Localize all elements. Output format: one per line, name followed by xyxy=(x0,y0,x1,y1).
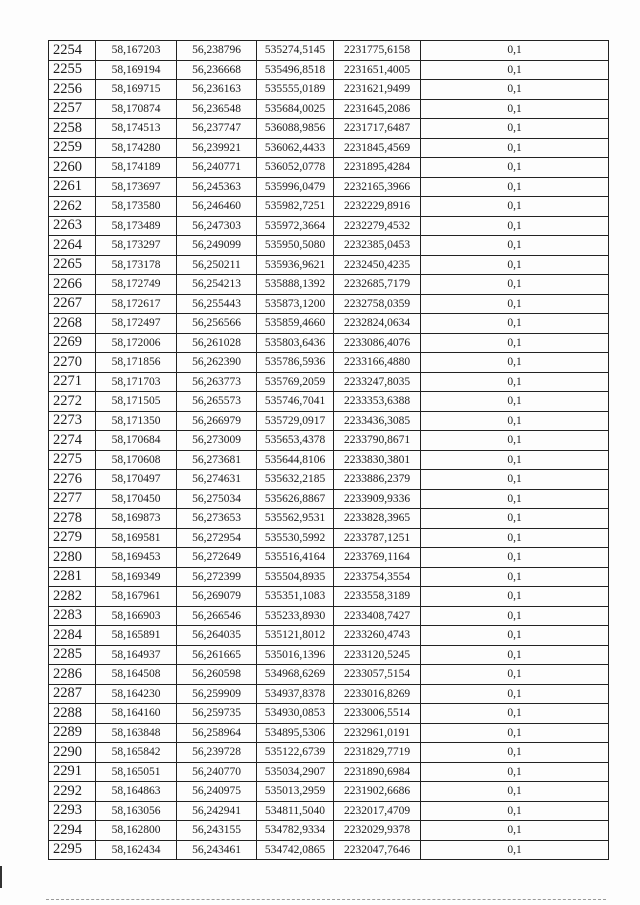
point-number-cell: 2277 xyxy=(49,489,96,509)
point-number-cell: 2255 xyxy=(49,60,96,80)
x-coordinate-cell: 535859,4660 xyxy=(257,314,334,334)
latitude-cell: 58,173697 xyxy=(96,177,177,197)
latitude-cell: 58,169715 xyxy=(96,80,177,100)
longitude-cell: 56,236548 xyxy=(177,99,257,119)
accuracy-cell: 0,1 xyxy=(421,275,609,295)
longitude-cell: 56,240770 xyxy=(177,762,257,782)
accuracy-cell: 0,1 xyxy=(421,684,609,704)
accuracy-cell: 0,1 xyxy=(421,216,609,236)
latitude-cell: 58,163848 xyxy=(96,723,177,743)
point-number-cell: 2263 xyxy=(49,216,96,236)
latitude-cell: 58,164230 xyxy=(96,684,177,704)
x-coordinate-cell: 535504,8935 xyxy=(257,567,334,587)
point-number-cell: 2278 xyxy=(49,509,96,529)
x-coordinate-cell: 534742,0865 xyxy=(257,840,334,860)
latitude-cell: 58,170608 xyxy=(96,450,177,470)
table-row xyxy=(49,275,609,295)
longitude-cell: 56,273681 xyxy=(177,450,257,470)
table-row xyxy=(49,567,609,587)
point-number-cell: 2288 xyxy=(49,704,96,724)
y-coordinate-cell: 2232824,0634 xyxy=(334,314,421,334)
x-coordinate-cell: 535632,2185 xyxy=(257,470,334,490)
table-row xyxy=(49,80,609,100)
table-row xyxy=(49,723,609,743)
y-coordinate-cell: 2231902,6686 xyxy=(334,782,421,802)
latitude-cell: 58,173178 xyxy=(96,255,177,275)
latitude-cell: 58,162800 xyxy=(96,821,177,841)
point-number-cell: 2269 xyxy=(49,333,96,353)
point-number-cell: 2287 xyxy=(49,684,96,704)
y-coordinate-cell: 2231775,6158 xyxy=(334,41,421,61)
accuracy-cell: 0,1 xyxy=(421,197,609,217)
table-row xyxy=(49,684,609,704)
y-coordinate-cell: 2231651,4005 xyxy=(334,60,421,80)
x-coordinate-cell: 535233,8930 xyxy=(257,606,334,626)
y-coordinate-cell: 2233016,8269 xyxy=(334,684,421,704)
y-coordinate-cell: 2232685,7179 xyxy=(334,275,421,295)
point-number-cell: 2273 xyxy=(49,411,96,431)
latitude-cell: 58,170450 xyxy=(96,489,177,509)
table-row xyxy=(49,60,609,80)
y-coordinate-cell: 2233787,1251 xyxy=(334,528,421,548)
y-coordinate-cell: 2231890,6984 xyxy=(334,762,421,782)
y-coordinate-cell: 2233828,3965 xyxy=(334,509,421,529)
table-row xyxy=(49,743,609,763)
x-coordinate-cell: 534895,5306 xyxy=(257,723,334,743)
x-coordinate-cell: 535626,8867 xyxy=(257,489,334,509)
y-coordinate-cell: 2232165,3966 xyxy=(334,177,421,197)
latitude-cell: 58,164863 xyxy=(96,782,177,802)
latitude-cell: 58,164160 xyxy=(96,704,177,724)
y-coordinate-cell: 2231621,9499 xyxy=(334,80,421,100)
latitude-cell: 58,164508 xyxy=(96,665,177,685)
table-row xyxy=(49,548,609,568)
y-coordinate-cell: 2232229,8916 xyxy=(334,197,421,217)
table-row xyxy=(49,119,609,139)
latitude-cell: 58,170497 xyxy=(96,470,177,490)
accuracy-cell: 0,1 xyxy=(421,80,609,100)
accuracy-cell: 0,1 xyxy=(421,470,609,490)
x-coordinate-cell: 535729,0917 xyxy=(257,411,334,431)
longitude-cell: 56,243461 xyxy=(177,840,257,860)
longitude-cell: 56,272954 xyxy=(177,528,257,548)
accuracy-cell: 0,1 xyxy=(421,606,609,626)
point-number-cell: 2262 xyxy=(49,197,96,217)
table-row xyxy=(49,138,609,158)
y-coordinate-cell: 2231895,4284 xyxy=(334,158,421,178)
x-coordinate-cell: 535653,4378 xyxy=(257,431,334,451)
latitude-cell: 58,165891 xyxy=(96,626,177,646)
point-number-cell: 2293 xyxy=(49,801,96,821)
y-coordinate-cell: 2233830,3801 xyxy=(334,450,421,470)
latitude-cell: 58,173580 xyxy=(96,197,177,217)
accuracy-cell: 0,1 xyxy=(421,548,609,568)
latitude-cell: 58,164937 xyxy=(96,645,177,665)
accuracy-cell: 0,1 xyxy=(421,353,609,373)
x-coordinate-cell: 534937,8378 xyxy=(257,684,334,704)
point-number-cell: 2282 xyxy=(49,587,96,607)
x-coordinate-cell: 535016,1396 xyxy=(257,645,334,665)
point-number-cell: 2256 xyxy=(49,80,96,100)
x-coordinate-cell: 536052,0778 xyxy=(257,158,334,178)
longitude-cell: 56,261028 xyxy=(177,333,257,353)
y-coordinate-cell: 2233558,3189 xyxy=(334,587,421,607)
y-coordinate-cell: 2233754,3554 xyxy=(334,567,421,587)
point-number-cell: 2280 xyxy=(49,548,96,568)
table-row xyxy=(49,470,609,490)
x-coordinate-cell: 535034,2907 xyxy=(257,762,334,782)
table-row xyxy=(49,450,609,470)
latitude-cell: 58,171856 xyxy=(96,353,177,373)
table-row xyxy=(49,821,609,841)
accuracy-cell: 0,1 xyxy=(421,782,609,802)
latitude-cell: 58,171350 xyxy=(96,411,177,431)
accuracy-cell: 0,1 xyxy=(421,372,609,392)
longitude-cell: 56,259735 xyxy=(177,704,257,724)
scan-edge-mark xyxy=(0,866,2,888)
table-row xyxy=(49,528,609,548)
point-number-cell: 2274 xyxy=(49,431,96,451)
latitude-cell: 58,169453 xyxy=(96,548,177,568)
table-row xyxy=(49,411,609,431)
accuracy-cell: 0,1 xyxy=(421,489,609,509)
longitude-cell: 56,240975 xyxy=(177,782,257,802)
accuracy-cell: 0,1 xyxy=(421,567,609,587)
x-coordinate-cell: 535769,2059 xyxy=(257,372,334,392)
longitude-cell: 56,269079 xyxy=(177,587,257,607)
point-number-cell: 2281 xyxy=(49,567,96,587)
point-number-cell: 2291 xyxy=(49,762,96,782)
accuracy-cell: 0,1 xyxy=(421,743,609,763)
point-number-cell: 2279 xyxy=(49,528,96,548)
point-number-cell: 2272 xyxy=(49,392,96,412)
point-number-cell: 2264 xyxy=(49,236,96,256)
x-coordinate-cell: 535121,8012 xyxy=(257,626,334,646)
table-row xyxy=(49,606,609,626)
longitude-cell: 56,258964 xyxy=(177,723,257,743)
longitude-cell: 56,239921 xyxy=(177,138,257,158)
latitude-cell: 58,172497 xyxy=(96,314,177,334)
longitude-cell: 56,238796 xyxy=(177,41,257,61)
point-number-cell: 2254 xyxy=(49,41,96,61)
latitude-cell: 58,172749 xyxy=(96,275,177,295)
point-number-cell: 2259 xyxy=(49,138,96,158)
table-row xyxy=(49,782,609,802)
longitude-cell: 56,249099 xyxy=(177,236,257,256)
accuracy-cell: 0,1 xyxy=(421,801,609,821)
y-coordinate-cell: 2233260,4743 xyxy=(334,626,421,646)
longitude-cell: 56,261665 xyxy=(177,645,257,665)
y-coordinate-cell: 2231845,4569 xyxy=(334,138,421,158)
point-number-cell: 2294 xyxy=(49,821,96,841)
latitude-cell: 58,167961 xyxy=(96,587,177,607)
latitude-cell: 58,174280 xyxy=(96,138,177,158)
x-coordinate-cell: 535786,5936 xyxy=(257,353,334,373)
longitude-cell: 56,236163 xyxy=(177,80,257,100)
x-coordinate-cell: 535351,1083 xyxy=(257,587,334,607)
y-coordinate-cell: 2232047,7646 xyxy=(334,840,421,860)
table-row xyxy=(49,489,609,509)
x-coordinate-cell: 535982,7251 xyxy=(257,197,334,217)
y-coordinate-cell: 2232961,0191 xyxy=(334,723,421,743)
latitude-cell: 58,163056 xyxy=(96,801,177,821)
longitude-cell: 56,256566 xyxy=(177,314,257,334)
table-row xyxy=(49,177,609,197)
point-number-cell: 2257 xyxy=(49,99,96,119)
longitude-cell: 56,247303 xyxy=(177,216,257,236)
longitude-cell: 56,237747 xyxy=(177,119,257,139)
x-coordinate-cell: 535516,4164 xyxy=(257,548,334,568)
table-row xyxy=(49,333,609,353)
table-row xyxy=(49,431,609,451)
latitude-cell: 58,167203 xyxy=(96,41,177,61)
x-coordinate-cell: 535013,2959 xyxy=(257,782,334,802)
latitude-cell: 58,169194 xyxy=(96,60,177,80)
table-row xyxy=(49,353,609,373)
table-row xyxy=(49,704,609,724)
latitude-cell: 58,172006 xyxy=(96,333,177,353)
point-number-cell: 2270 xyxy=(49,353,96,373)
table-row xyxy=(49,236,609,256)
table-row xyxy=(49,587,609,607)
longitude-cell: 56,262390 xyxy=(177,353,257,373)
y-coordinate-cell: 2233790,8671 xyxy=(334,431,421,451)
longitude-cell: 56,274631 xyxy=(177,470,257,490)
x-coordinate-cell: 535496,8518 xyxy=(257,60,334,80)
longitude-cell: 56,259909 xyxy=(177,684,257,704)
accuracy-cell: 0,1 xyxy=(421,119,609,139)
longitude-cell: 56,260598 xyxy=(177,665,257,685)
table-row xyxy=(49,665,609,685)
x-coordinate-cell: 535972,3664 xyxy=(257,216,334,236)
table-row xyxy=(49,840,609,860)
x-coordinate-cell: 535644,8106 xyxy=(257,450,334,470)
accuracy-cell: 0,1 xyxy=(421,528,609,548)
point-number-cell: 2285 xyxy=(49,645,96,665)
accuracy-cell: 0,1 xyxy=(421,645,609,665)
latitude-cell: 58,165842 xyxy=(96,743,177,763)
point-number-cell: 2275 xyxy=(49,450,96,470)
longitude-cell: 56,239728 xyxy=(177,743,257,763)
page-bottom-edge xyxy=(46,899,606,901)
longitude-cell: 56,255443 xyxy=(177,294,257,314)
accuracy-cell: 0,1 xyxy=(421,60,609,80)
x-coordinate-cell: 536062,4433 xyxy=(257,138,334,158)
accuracy-cell: 0,1 xyxy=(421,704,609,724)
accuracy-cell: 0,1 xyxy=(421,626,609,646)
point-number-cell: 2265 xyxy=(49,255,96,275)
latitude-cell: 58,174189 xyxy=(96,158,177,178)
latitude-cell: 58,169349 xyxy=(96,567,177,587)
x-coordinate-cell: 535555,0189 xyxy=(257,80,334,100)
y-coordinate-cell: 2233353,6388 xyxy=(334,392,421,412)
y-coordinate-cell: 2231645,2086 xyxy=(334,99,421,119)
x-coordinate-cell: 534930,0853 xyxy=(257,704,334,724)
table-row xyxy=(49,314,609,334)
point-number-cell: 2292 xyxy=(49,782,96,802)
table-row xyxy=(49,255,609,275)
latitude-cell: 58,162434 xyxy=(96,840,177,860)
table-row xyxy=(49,216,609,236)
longitude-cell: 56,273653 xyxy=(177,509,257,529)
coordinates-table xyxy=(48,40,609,860)
table-row xyxy=(49,294,609,314)
y-coordinate-cell: 2232029,9378 xyxy=(334,821,421,841)
latitude-cell: 58,166903 xyxy=(96,606,177,626)
y-coordinate-cell: 2231829,7719 xyxy=(334,743,421,763)
point-number-cell: 2283 xyxy=(49,606,96,626)
accuracy-cell: 0,1 xyxy=(421,509,609,529)
accuracy-cell: 0,1 xyxy=(421,41,609,61)
accuracy-cell: 0,1 xyxy=(421,392,609,412)
accuracy-cell: 0,1 xyxy=(421,99,609,119)
latitude-cell: 58,169581 xyxy=(96,528,177,548)
latitude-cell: 58,165051 xyxy=(96,762,177,782)
longitude-cell: 56,272399 xyxy=(177,567,257,587)
accuracy-cell: 0,1 xyxy=(421,333,609,353)
y-coordinate-cell: 2232385,0453 xyxy=(334,236,421,256)
y-coordinate-cell: 2233057,5154 xyxy=(334,665,421,685)
latitude-cell: 58,171505 xyxy=(96,392,177,412)
table-row xyxy=(49,197,609,217)
y-coordinate-cell: 2233006,5514 xyxy=(334,704,421,724)
x-coordinate-cell: 535274,5145 xyxy=(257,41,334,61)
accuracy-cell: 0,1 xyxy=(421,665,609,685)
x-coordinate-cell: 534782,9334 xyxy=(257,821,334,841)
x-coordinate-cell: 535996,0479 xyxy=(257,177,334,197)
table-row xyxy=(49,509,609,529)
point-number-cell: 2276 xyxy=(49,470,96,490)
accuracy-cell: 0,1 xyxy=(421,158,609,178)
y-coordinate-cell: 2233120,5245 xyxy=(334,645,421,665)
x-coordinate-cell: 535562,9531 xyxy=(257,509,334,529)
x-coordinate-cell: 535873,1200 xyxy=(257,294,334,314)
x-coordinate-cell: 536088,9856 xyxy=(257,119,334,139)
y-coordinate-cell: 2233769,1164 xyxy=(334,548,421,568)
longitude-cell: 56,243155 xyxy=(177,821,257,841)
accuracy-cell: 0,1 xyxy=(421,177,609,197)
table-row xyxy=(49,762,609,782)
accuracy-cell: 0,1 xyxy=(421,411,609,431)
accuracy-cell: 0,1 xyxy=(421,138,609,158)
latitude-cell: 58,174513 xyxy=(96,119,177,139)
y-coordinate-cell: 2233909,9336 xyxy=(334,489,421,509)
accuracy-cell: 0,1 xyxy=(421,762,609,782)
longitude-cell: 56,236668 xyxy=(177,60,257,80)
longitude-cell: 56,264035 xyxy=(177,626,257,646)
longitude-cell: 56,275034 xyxy=(177,489,257,509)
longitude-cell: 56,266546 xyxy=(177,606,257,626)
point-number-cell: 2295 xyxy=(49,840,96,860)
latitude-cell: 58,169873 xyxy=(96,509,177,529)
table-row xyxy=(49,372,609,392)
longitude-cell: 56,263773 xyxy=(177,372,257,392)
point-number-cell: 2268 xyxy=(49,314,96,334)
coordinates-table-body xyxy=(49,41,609,860)
latitude-cell: 58,172617 xyxy=(96,294,177,314)
latitude-cell: 58,170684 xyxy=(96,431,177,451)
point-number-cell: 2258 xyxy=(49,119,96,139)
y-coordinate-cell: 2232017,4709 xyxy=(334,801,421,821)
longitude-cell: 56,273009 xyxy=(177,431,257,451)
table-row xyxy=(49,645,609,665)
x-coordinate-cell: 535746,7041 xyxy=(257,392,334,412)
point-number-cell: 2284 xyxy=(49,626,96,646)
table-row xyxy=(49,801,609,821)
latitude-cell: 58,171703 xyxy=(96,372,177,392)
x-coordinate-cell: 535936,9621 xyxy=(257,255,334,275)
x-coordinate-cell: 534968,6269 xyxy=(257,665,334,685)
point-number-cell: 2260 xyxy=(49,158,96,178)
y-coordinate-cell: 2232279,4532 xyxy=(334,216,421,236)
x-coordinate-cell: 535530,5992 xyxy=(257,528,334,548)
accuracy-cell: 0,1 xyxy=(421,723,609,743)
longitude-cell: 56,242941 xyxy=(177,801,257,821)
point-number-cell: 2266 xyxy=(49,275,96,295)
x-coordinate-cell: 535122,6739 xyxy=(257,743,334,763)
latitude-cell: 58,170874 xyxy=(96,99,177,119)
table-row xyxy=(49,158,609,178)
x-coordinate-cell: 535684,0025 xyxy=(257,99,334,119)
x-coordinate-cell: 535888,1392 xyxy=(257,275,334,295)
y-coordinate-cell: 2233408,7427 xyxy=(334,606,421,626)
longitude-cell: 56,250211 xyxy=(177,255,257,275)
latitude-cell: 58,173297 xyxy=(96,236,177,256)
table-row xyxy=(49,99,609,119)
longitude-cell: 56,265573 xyxy=(177,392,257,412)
accuracy-cell: 0,1 xyxy=(421,821,609,841)
accuracy-cell: 0,1 xyxy=(421,314,609,334)
accuracy-cell: 0,1 xyxy=(421,450,609,470)
point-number-cell: 2286 xyxy=(49,665,96,685)
accuracy-cell: 0,1 xyxy=(421,255,609,275)
accuracy-cell: 0,1 xyxy=(421,587,609,607)
accuracy-cell: 0,1 xyxy=(421,431,609,451)
longitude-cell: 56,272649 xyxy=(177,548,257,568)
accuracy-cell: 0,1 xyxy=(421,294,609,314)
longitude-cell: 56,245363 xyxy=(177,177,257,197)
y-coordinate-cell: 2233086,4076 xyxy=(334,333,421,353)
table-row xyxy=(49,41,609,61)
y-coordinate-cell: 2232758,0359 xyxy=(334,294,421,314)
point-number-cell: 2261 xyxy=(49,177,96,197)
y-coordinate-cell: 2231717,6487 xyxy=(334,119,421,139)
y-coordinate-cell: 2233166,4880 xyxy=(334,353,421,373)
table-row xyxy=(49,626,609,646)
y-coordinate-cell: 2233436,3085 xyxy=(334,411,421,431)
table-row xyxy=(49,392,609,412)
longitude-cell: 56,246460 xyxy=(177,197,257,217)
y-coordinate-cell: 2233886,2379 xyxy=(334,470,421,490)
longitude-cell: 56,254213 xyxy=(177,275,257,295)
x-coordinate-cell: 535950,5080 xyxy=(257,236,334,256)
y-coordinate-cell: 2233247,8035 xyxy=(334,372,421,392)
accuracy-cell: 0,1 xyxy=(421,840,609,860)
point-number-cell: 2271 xyxy=(49,372,96,392)
point-number-cell: 2267 xyxy=(49,294,96,314)
accuracy-cell: 0,1 xyxy=(421,236,609,256)
y-coordinate-cell: 2232450,4235 xyxy=(334,255,421,275)
longitude-cell: 56,240771 xyxy=(177,158,257,178)
latitude-cell: 58,173489 xyxy=(96,216,177,236)
longitude-cell: 56,266979 xyxy=(177,411,257,431)
x-coordinate-cell: 534811,5040 xyxy=(257,801,334,821)
x-coordinate-cell: 535803,6436 xyxy=(257,333,334,353)
point-number-cell: 2289 xyxy=(49,723,96,743)
point-number-cell: 2290 xyxy=(49,743,96,763)
